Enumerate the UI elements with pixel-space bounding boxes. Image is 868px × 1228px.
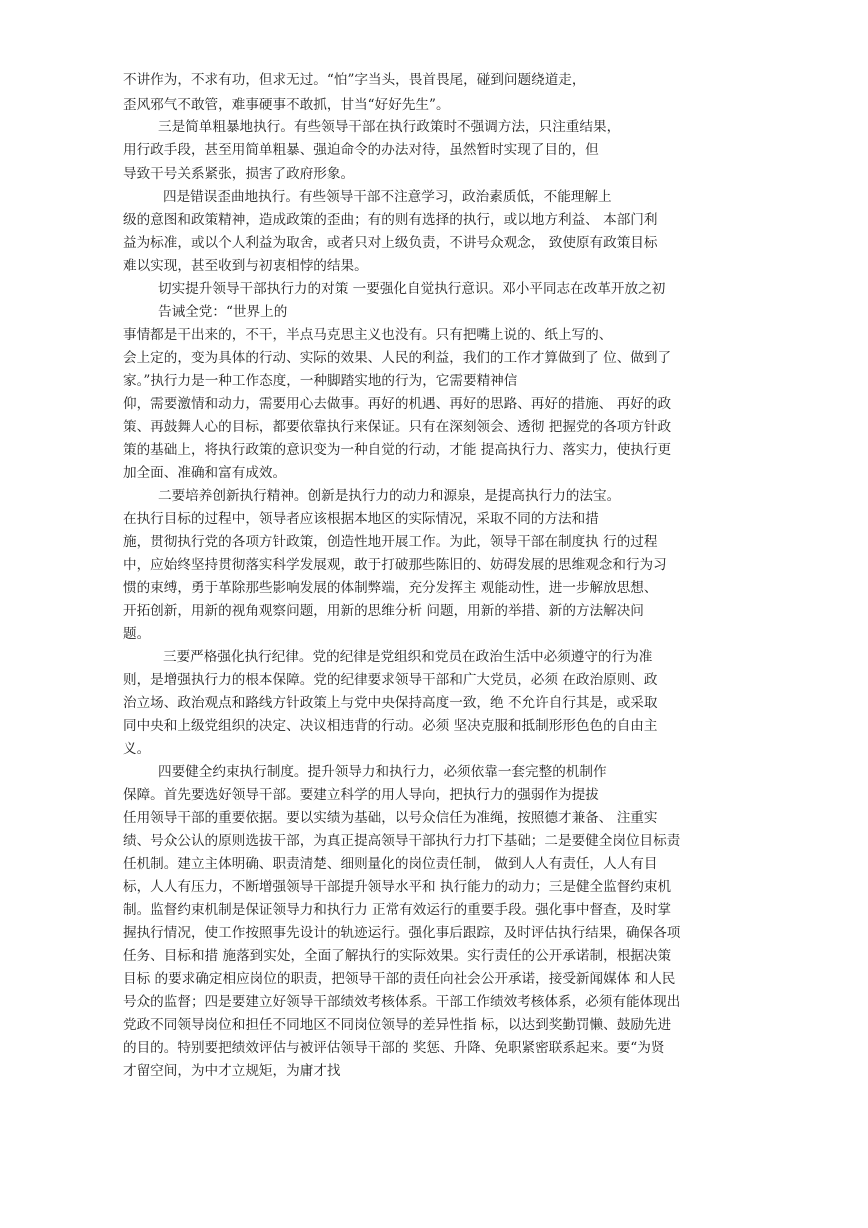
text-line: 家。”执行力是一种工作态度，一种脚踏实地的行为，它需要精神信 xyxy=(123,373,518,389)
text-line: 的目的。特别要把绩效评估与被评估领导干部的 奖惩、升降、免职紧密联系起来。要“为贤 xyxy=(123,1040,665,1056)
text-line: 事情都是干出来的，不干，半点马克思主义也没有。只有把嘴上说的、纸上写的、 xyxy=(123,327,613,343)
text-line: 才留空间，为中才立规矩，为庸才找 xyxy=(123,1063,341,1079)
text-line: 同中央和上级党组织的决定、决议相违背的行动。必须 坚决克服和抵制形形色色的自由主 xyxy=(123,718,658,734)
text-line: 策的基础上，将执行政策的意识变为一种自觉的行动，才能 提高执行力、落实力，使执行更 xyxy=(123,442,672,458)
text-line: 号众的监督；四是要建立好领导干部绩效考核体系。干部工作绩效考核体系，必须有能体现出 xyxy=(123,994,681,1010)
text-line: 切实提升领导干部执行力的对策 一要强化自觉执行意识。邓小平同志在改革开放之初 xyxy=(158,281,666,297)
text-line: 标，人人有压力，不断增强领导干部提升领导水平和 执行能力的动力；三是健全监督约束机 xyxy=(123,879,672,895)
text-line: 四要健全约束执行制度。提升领导力和执行力，必须依靠一套完整的机制作 xyxy=(158,764,607,780)
text-line: 党政不同领导岗位和担任不同地区不同岗位领导的差异性指 标，以达到奖勤罚懒、鼓励先进 xyxy=(123,1017,672,1033)
text-line: 级的意图和政策精神，造成政策的歪曲；有的则有选择的执行，或以地方利益、 本部门利 xyxy=(123,212,658,228)
text-line: 在执行目标的过程中，领导者应该根据本地区的实际情况，采取不同的方法和措 xyxy=(123,511,599,527)
text-line: 导致干号关系紧张，损害了政府形象。 xyxy=(123,166,355,182)
text-line: 二要培养创新执行精神。创新是执行力的动力和源泉，是提高执行力的法宝。 xyxy=(158,488,621,504)
text-line: 施，贯彻执行党的各项方针政策，创造性地开展工作。为此，领导干部在制度执 行的过程 xyxy=(123,534,658,550)
text-line: 开拓创新，用新的视角观察问题，用新的思维分析 问题，用新的举措、新的方法解决问 xyxy=(123,603,644,619)
text-line: 中，应始终坚持贯彻落实科学发展观，敢于打破那些陈旧的、妨碍发展的思维观念和行为习 xyxy=(123,557,667,573)
text-line: 难以实现，甚至收到与初衷相悖的结果。 xyxy=(123,258,368,274)
text-line: 惯的束缚，勇于革除那些影响发展的体制弊端，充分发挥主 观能动性，进一步解放思想、 xyxy=(123,580,658,596)
text-line: 则，是增强执行力的根本保障。党的纪律要求领导干部和广大党员，必须 在政治原则、政 xyxy=(123,672,658,688)
text-line: 加全面、准确和富有成效。 xyxy=(123,465,287,481)
text-line: 治立场、政治观点和路线方针政策上与党中央保持高度一致，绝 不允许自行其是，或采取 xyxy=(123,695,658,711)
text-line: 题。 xyxy=(123,626,151,642)
text-line: 绩、号众公认的原则选拔干部，为真正提高领导干部执行力打下基础；二是要健全岗位目标责 xyxy=(123,833,681,849)
text-line: 任务、目标和措 施落到实处，全面了解执行的实际效果。实行责任的公开承诺制，根据决策 xyxy=(123,948,672,964)
text-line: 用行政手段，甚至用简单粗暴、强迫命令的办法对待，虽然暂时实现了目的，但 xyxy=(123,142,599,158)
text-line: 握执行情况，使工作按照事先设计的轨迹运行。强化事后跟踪，及时评估执行结果，确保各项 xyxy=(123,925,681,941)
text-line: 告诫全党：“世界上的 xyxy=(158,304,288,320)
text-line: 义。 xyxy=(123,741,151,757)
text-line: 制。监督约束机制是保证领导力和执行力 正常有效运行的重要手段。强化事中督查，及时掌 xyxy=(123,902,672,918)
text-line: 三要严格强化执行纪律。党的纪律是党组织和党员在政治生活中必须遵守的行为准 xyxy=(163,649,653,665)
text-line: 益为标准，或以个人利益为取舍，或者只对上级负责，不讲号众观念， 致使原有政策目标 xyxy=(123,235,658,251)
text-line: 任机制。建立主体明确、职责清楚、细则量化的岗位责任制， 做到人人有责任，人人有目 xyxy=(123,856,658,872)
text-line: 三是简单粗暴地执行。有些领导干部在执行政策时不强调方法，只注重结果， xyxy=(158,119,621,135)
text-line: 歪风邪气不敢管，难事硬事不敢抓，甘当“好好先生”。 xyxy=(123,97,450,113)
text-line: 会上定的，变为具体的行动、实际的效果、人民的利益，我们的工作才算做到了 位、做到了 xyxy=(123,350,672,366)
text-line: 策、再鼓舞人心的目标，都要依靠执行来保证。只有在深刻领会、透彻 把握党的各项方针政 xyxy=(123,419,672,435)
text-line: 不讲作为，不求有功，但求无过。“怕”字当头，畏首畏尾，碰到问题绕道走， xyxy=(123,72,586,88)
text-line: 任用领导干部的重要依据。要以实绩为基础，以号众信任为准绳，按照德才兼备、 注重实 xyxy=(123,810,658,826)
text-line: 保障。首先要选好领导干部。要建立科学的用人导向，把执行力的强弱作为提拔 xyxy=(123,787,599,803)
text-line: 四是错误歪曲地执行。有些领导干部不注意学习，政治素质低，不能理解上 xyxy=(163,189,612,205)
text-line: 目标 的要求确定相应岗位的职责，把领导干部的责任向社会公开承诺，接受新闻媒体 和人民 xyxy=(123,971,676,987)
text-line: 仰，需要激情和动力，需要用心去做事。再好的机遇、再好的思路、再好的措施、 再好的政 xyxy=(123,396,672,412)
